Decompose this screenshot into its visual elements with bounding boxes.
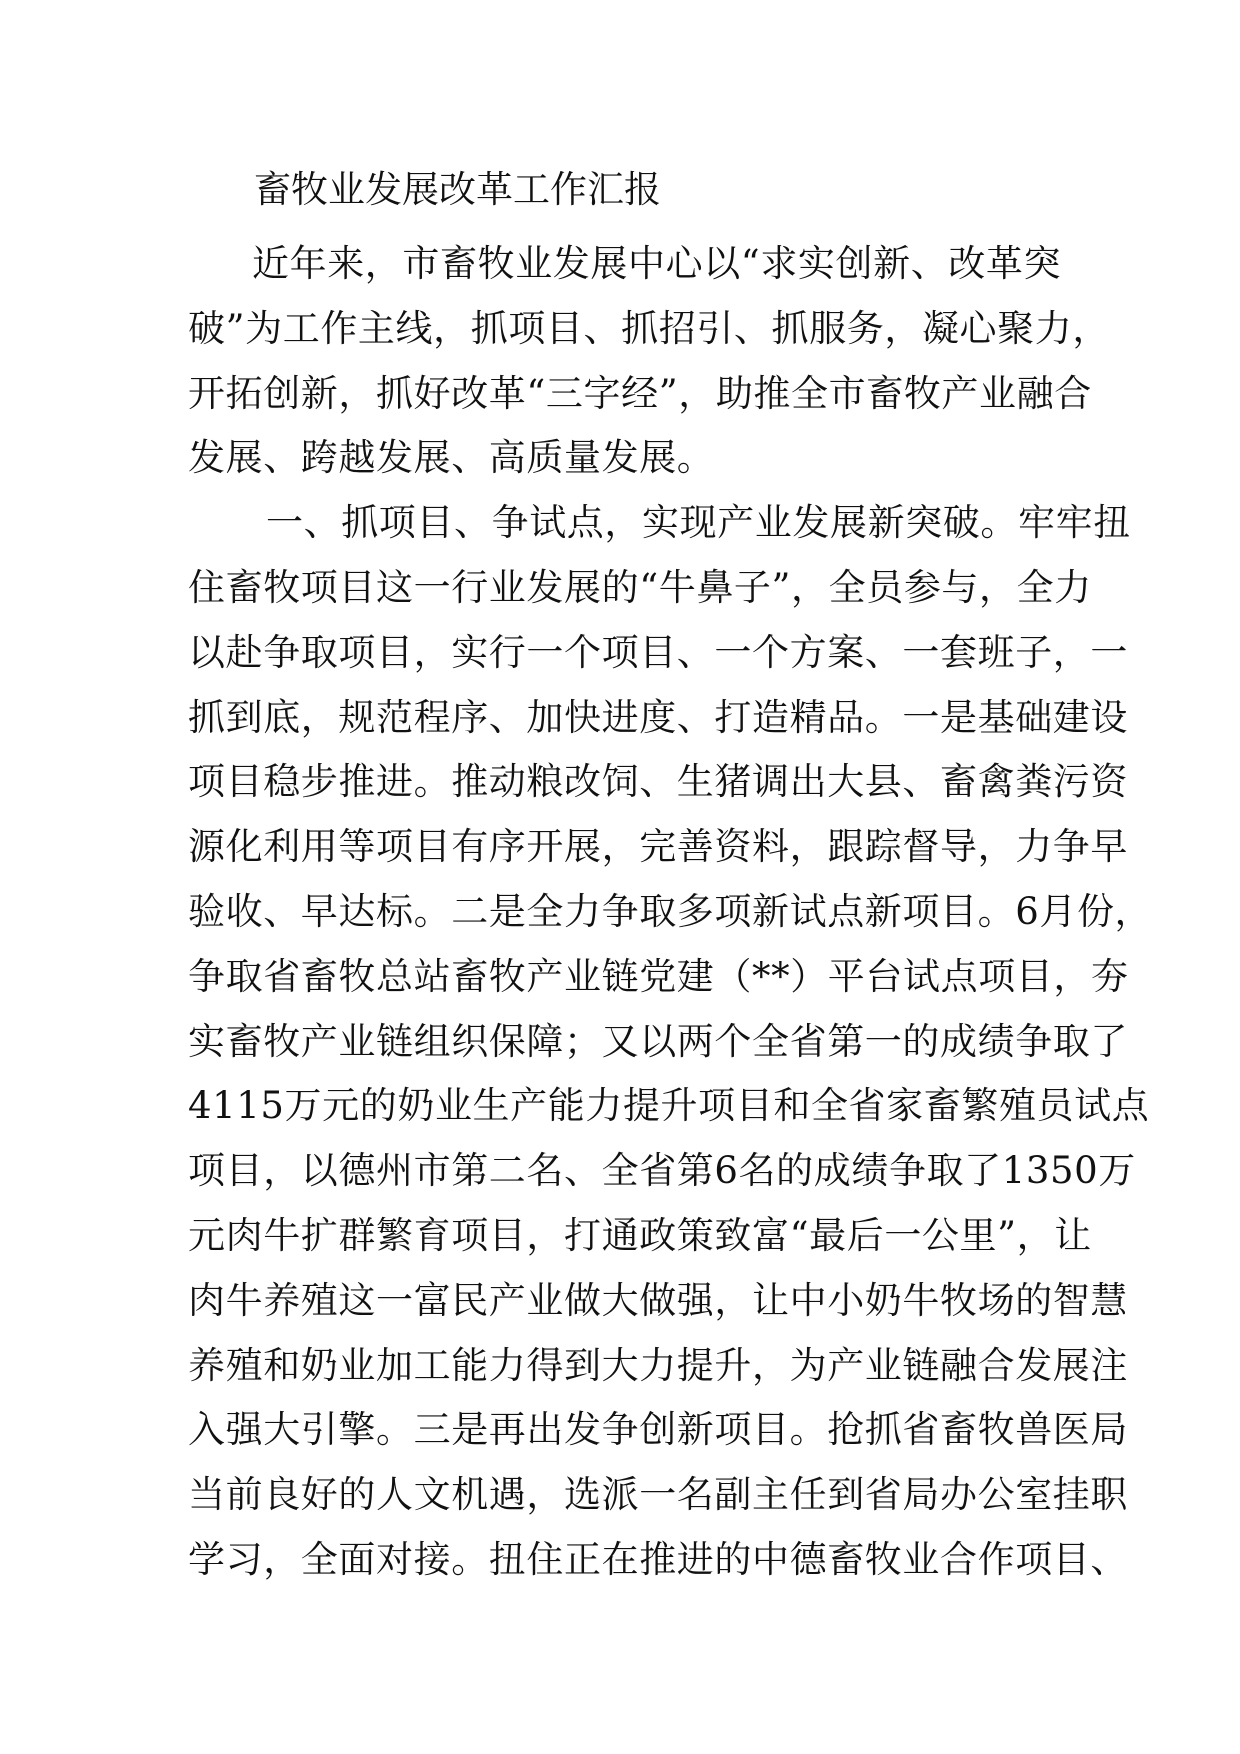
text-line: 当前良好的人文机遇，选派一名副主任到省局办公室挂职 (188, 1473, 1128, 1517)
text-line: 住畜牧项目这一行业发展的“牛鼻子”，全员参与，全力 (188, 565, 1092, 609)
document-title: 畜牧业发展改革工作汇报 (254, 168, 661, 211)
text-line: 项目稳步推进。推动粮改饲、生猪调出大县、畜禽粪污资 (188, 760, 1128, 804)
text-line: 发展、跨越发展、高质量发展。 (188, 436, 715, 480)
text-line: 学习，全面对接。扭住正在推进的中德畜牧业合作项目、 (188, 1537, 1128, 1581)
text-line: 抓到底，规范程序、加快进度、打造精品。一是基础建设 (188, 695, 1128, 739)
text-line: 争取省畜牧总站畜牧产业链党建（**）平台试点项目，夯 (188, 954, 1129, 998)
text-line: 源化利用等项目有序开展，完善资料，跟踪督导，力争早 (188, 825, 1128, 869)
text-line: 4115万元的奶业生产能力提升项目和全省家畜繁殖员试点 (188, 1084, 1150, 1128)
text-line: 养殖和奶业加工能力得到大力提升，为产业链融合发展注 (188, 1343, 1128, 1387)
text-line: 破”为工作主线，抓项目、抓招引、抓服务，凝心聚力， (188, 306, 1110, 350)
document-body (188, 232, 1153, 1593)
text-line: 入强大引擎。三是再出发争创新项目。抢抓省畜牧兽医局 (188, 1408, 1128, 1452)
text-line: 实畜牧产业链组织保障；又以两个全省第一的成绩争取了 (188, 1019, 1128, 1063)
text-line: 肉牛养殖这一富民产业做大做强，让中小奶牛牧场的智慧 (188, 1278, 1128, 1322)
text-line: 以赴争取项目，实行一个项目、一个方案、一套班子，一 (188, 630, 1128, 674)
text-line: 近年来，市畜牧业发展中心以“求实创新、改革突 (252, 242, 1062, 285)
text-line: 验收、早达标。二是全力争取多项新试点新项目。6月份， (188, 889, 1153, 933)
text-line: 开拓创新，抓好改革“三字经”，助推全市畜牧产业融合 (188, 371, 1092, 415)
section-heading-line: 一、抓项目、争试点，实现产业发展新突破。牢牢扭 (266, 501, 1131, 545)
text-line: 元肉牛扩群繁育项目，打通政策致富“最后一公里”，让 (188, 1213, 1092, 1257)
text-line: 项目，以德州市第二名、全省第6名的成绩争取了1350万 (188, 1149, 1136, 1193)
